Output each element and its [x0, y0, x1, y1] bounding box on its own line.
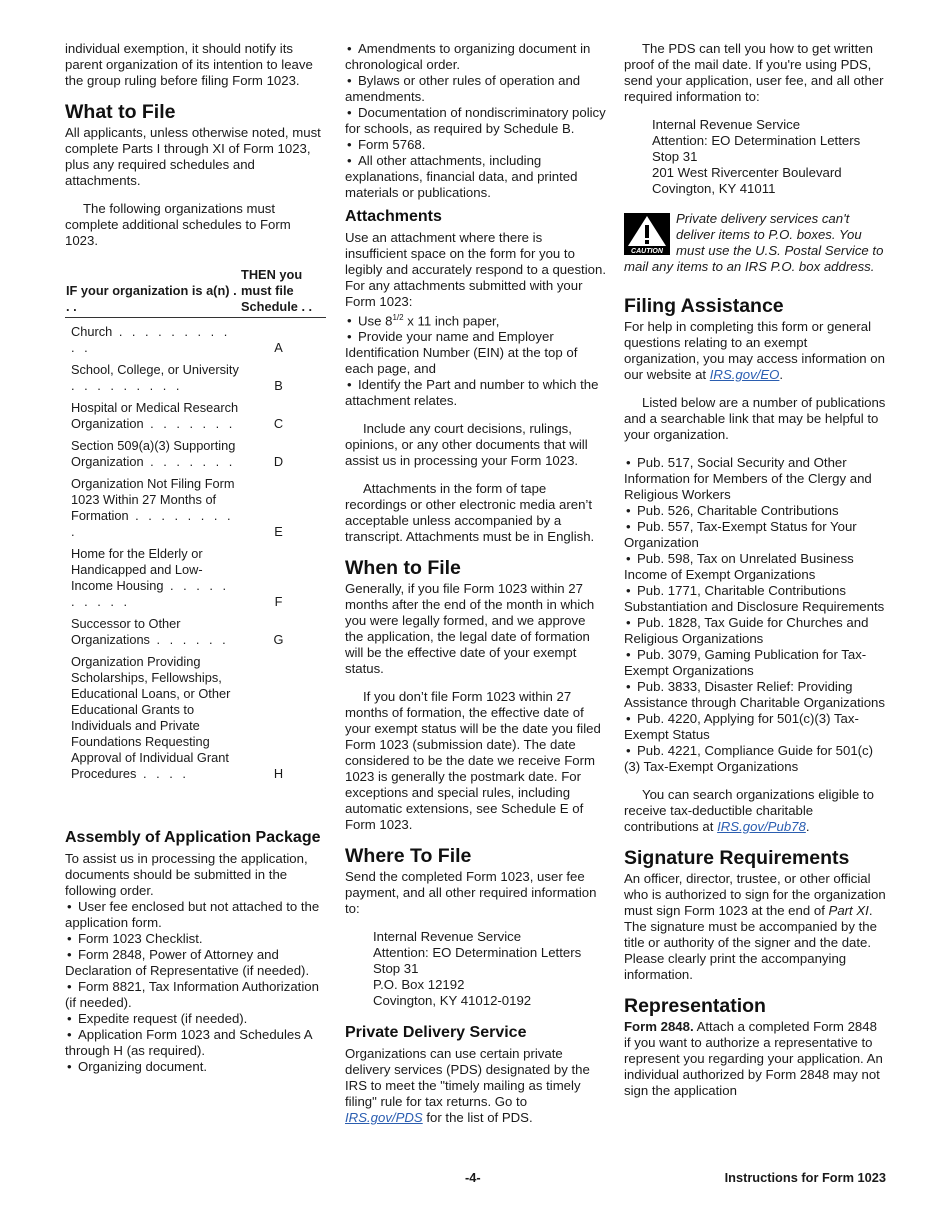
address-line: P.O. Box 12192 [373, 977, 465, 993]
list-item: • Documentation of nondiscriminatory policy for schools, as required by Schedule B. [345, 105, 607, 137]
schedule-row [65, 616, 326, 648]
part-xi: Part XI [828, 903, 869, 918]
dot-leader: . . . . [136, 766, 189, 781]
list-item: • Pub. 517, Social Security and Other Information for Members of the Clergy and Religious Workers [624, 455, 886, 503]
schedule-letter: H [273, 766, 284, 781]
organization-type [65, 616, 241, 648]
list-item: • Identify the Part and number to which the attachment relates. [345, 377, 607, 409]
address-line: Attention: EO Determination Letters [652, 133, 861, 148]
attachments-paragraph-2: Include any court decisions, rulings, opinions, or any other documents that will assist us in processing your Form 1023. [345, 421, 588, 469]
address-line: Covington, KY 41011 [652, 181, 776, 196]
list-item: • Pub. 598, Tax on Unrelated Business Income of Exempt Organizations [624, 551, 886, 583]
signature-text: An officer, director, trustee, or other official who is authorized to sign for the organization must sign Form 1023 at the end of [624, 871, 886, 918]
column-1 [65, 41, 327, 1087]
search-text-end: . [805, 819, 810, 834]
assembly-paragraph: To assist us in processing the application, documents should be submitted in the following order. [65, 851, 308, 898]
schedule-row [65, 438, 326, 470]
schedule-row [65, 654, 326, 782]
list-item: • Pub. 526, Charitable Contributions [624, 503, 886, 519]
dot-leader: . . . . . . . . . . . [71, 324, 231, 355]
private-delivery-heading: Private Delivery Service [345, 1024, 527, 1042]
schedule-letter: C [273, 416, 284, 431]
caution-label: CAUTION [631, 248, 663, 255]
intro-paragraph: individual exemption, it should notify its parent organization of its intention to leave the group ruling before filing Form 1023. [65, 41, 313, 88]
organization-type-text: School, College, or University [71, 362, 239, 377]
list-item: • All other attachments, including explanations, financial data, and printed materials or publications. [345, 153, 607, 201]
filing-text: For help in completing this form or general questions relating to an exempt organization, you may access information on our website at [624, 319, 885, 382]
schedule-row [65, 324, 326, 356]
dot-leader: . . . . . . . [143, 454, 236, 469]
attachments-paragraph-3: Attachments in the form of tape recordings or other electronic media aren’t acceptable unless accompanied by a transcript. Attachments must be in English. [345, 481, 595, 545]
organization-type-text: Church [71, 324, 113, 339]
organization-type [65, 476, 241, 540]
list-item: • Pub. 4221, Compliance Guide for 501(c)(3) Tax-Exempt Organizations [624, 743, 886, 775]
column-3 [624, 41, 886, 1111]
what-to-file-paragraph-1: All applicants, unless otherwise noted, must complete Parts I through XI of Form 1023, plus any required schedules and attachments. [65, 125, 321, 188]
caution-text: Private delivery services can't deliver items to P.O. boxes. You must use the U.S. Postal Service to mail any items to an IRS P.O. box address. [624, 211, 884, 274]
list-item: • Application Form 1023 and Schedules A through H (as required). [65, 1027, 327, 1059]
assembly-heading: Assembly of Application Package [65, 829, 321, 846]
organization-type-text: Successor to Other Organizations [71, 616, 181, 647]
schedule-letter: G [273, 632, 284, 647]
when-to-file-paragraph-2: If you don’t file Form 1023 within 27 months of formation, the effective date of your exempt status will be the date you filed Form 1023 (submission date). The date considered to be the date we receive Form 1023 is generally the postmark date. For exceptions and special rules, including automatic extensions, see Schedule E of Form 1023. [345, 689, 601, 833]
assembly-list [65, 899, 327, 1075]
list-item: • Pub. 1771, Charitable Contributions Substantiation and Disclosure Requirements [624, 583, 886, 615]
list-item: • Pub. 4220, Applying for 501(c)(3) Tax-Exempt Status [624, 711, 886, 743]
list-item: • Provide your name and Employer Identification Number (EIN) at the top of each page, and [345, 329, 607, 377]
when-to-file-paragraph-1: Generally, if you file Form 1023 within 27 months after the end of the month in which you were legally formed, and we approve the application, the legal date of formation will be the effective date of your exempt status. [345, 581, 595, 677]
representation-heading: Representation [624, 995, 766, 1017]
list-item: • Form 1023 Checklist. [65, 931, 327, 947]
filing-text-end: . [779, 367, 784, 382]
dot-leader: . . . . . . [149, 632, 229, 647]
list-item: • Expedite request (if needed). [65, 1011, 327, 1027]
attachments-list [345, 310, 607, 409]
list-item: • Amendments to organizing document in chronological order. [345, 41, 607, 73]
pds-paragraph-2: The PDS can tell you how to get written proof of the mail date. If you're using PDS, send your application, user fee, and all other required information to: [624, 41, 884, 104]
filing-assistance-paragraph-2: Listed below are a number of publications and a searchable link that may be helpful to your organization. [624, 395, 886, 442]
organization-type [65, 324, 241, 356]
signature-paragraph [624, 871, 886, 983]
attachments-paragraph: Use an attachment where there is insufficient space on the form for you to legibly and accurately respond to a question. For any attachments submitted with your Form 1023: [345, 230, 606, 309]
list-item: • Pub. 3079, Gaming Publication for Tax-Exempt Organizations [624, 647, 886, 679]
organization-type-text: Organization Providing Scholarships, Fellowships, Educational Loans, or Other Educational Grants to Individuals and Private Foundations Requesting Approval of Individual Grant Procedures [71, 654, 231, 781]
list-item: • Pub. 3833, Disaster Relief: Providing Assistance through Charitable Organizations [624, 679, 886, 711]
footer-title: Instructions for Form 1023 [724, 1170, 886, 1185]
paper-size-pre: Use 8 [358, 313, 393, 329]
organization-type-text: Section 509(a)(3) Supporting Organization [71, 438, 236, 469]
filing-assistance-paragraph-1 [624, 319, 886, 383]
schedule-table [65, 267, 326, 782]
organization-type [65, 546, 241, 610]
irs-eo-link[interactable]: IRS.gov/EO [709, 367, 780, 382]
schedule-row [65, 400, 326, 432]
list-item: • User fee enclosed but not attached to the application form. [65, 899, 327, 931]
address-line: Internal Revenue Service [652, 117, 801, 132]
schedule-letter: A [274, 340, 283, 355]
caution-note [624, 211, 886, 275]
search-text: You can search organizations eligible to receive tax-deductible charitable contributions at [624, 787, 874, 834]
what-to-file-paragraph-2: The following organizations must complete additional schedules to Form 1023. [65, 201, 291, 248]
address-line: 201 West Rivercenter Boulevard [652, 165, 842, 180]
private-delivery-paragraph [345, 1046, 607, 1126]
when-to-file-heading: When to File [345, 557, 461, 580]
representation-text: Attach a completed Form 2848 if you want to authorize a representative to represent you regarding your application. An individual authorized by Form 2848 may not sign the application [624, 1019, 883, 1098]
list-item: • Form 2848, Power of Attorney and Declaration of Representative (if needed). [65, 947, 327, 979]
list-item: • Pub. 1828, Tax Guide for Churches and Religious Organizations [624, 615, 886, 647]
organization-type-text: Hospital or Medical Research Organization [71, 400, 239, 431]
assembly-list-continued [345, 41, 607, 201]
organization-type [65, 400, 241, 432]
schedule-letter: E [274, 524, 283, 539]
list-item: • Organizing document. [65, 1059, 327, 1075]
what-to-file-heading: What to File [65, 101, 176, 123]
where-to-file-paragraph: Send the completed Form 1023, user fee payment, and all other required information to: [345, 869, 597, 917]
schedule-row [65, 476, 326, 540]
pds-text-end: for the list of PDS. [422, 1110, 533, 1126]
organization-type [65, 654, 241, 782]
organization-type-text: Home for the Elderly or Handicapped and Low-Income Housing [71, 546, 203, 593]
representation-paragraph [624, 1019, 886, 1099]
header-schedule: THEN you must file Schedule . . [241, 267, 313, 314]
publications-list [624, 455, 886, 775]
header-organization: IF your organization is a(n) . . . [66, 283, 237, 314]
schedule-letter: F [274, 594, 283, 609]
address-line: Internal Revenue Service [373, 929, 522, 945]
dot-leader: . . . . . . . . . [71, 508, 234, 539]
list-item: • Form 8821, Tax Information Authorization (if needed). [65, 979, 327, 1011]
irs-pds-link[interactable]: IRS.gov/PDS [345, 1110, 423, 1126]
dot-leader: . . . . . . . [143, 416, 236, 431]
address-line: Covington, KY 41012-0192 [373, 993, 532, 1009]
form-2848-label: Form 2848. [624, 1019, 694, 1034]
fraction: 1/2 [392, 313, 404, 322]
where-to-file-heading: Where To File [345, 845, 472, 868]
caution-icon [624, 213, 670, 255]
address-line: Stop 31 [652, 149, 698, 164]
list-item [345, 310, 607, 329]
address-line: Stop 31 [373, 961, 419, 977]
organization-type [65, 438, 241, 470]
dot-leader: . . . . . . . . . . [71, 578, 230, 609]
signature-text-end: . The signature must be accompanied by the title or authority of the signer and the date. Please clearly print the accompanying information. [624, 903, 877, 982]
schedule-letter: D [273, 454, 284, 469]
list-item: • Form 5768. [345, 137, 607, 153]
irs-pub78-link[interactable]: IRS.gov/Pub78 [717, 819, 806, 834]
schedule-table-header [65, 267, 326, 318]
schedule-letter: B [274, 378, 283, 393]
page-number: -4- [465, 1170, 481, 1185]
pds-address [624, 117, 886, 197]
schedule-row [65, 362, 326, 394]
address-line: Attention: EO Determination Letters [373, 945, 582, 961]
column-2 [345, 41, 607, 1138]
list-item: • Bylaws or other rules of operation and amendments. [345, 73, 607, 105]
search-paragraph [624, 787, 886, 835]
schedule-row [65, 546, 326, 610]
list-item: • Pub. 557, Tax-Exempt Status for Your Organization [624, 519, 886, 551]
dot-leader: . . . . . . . . . [71, 378, 183, 393]
signature-requirements-heading: Signature Requirements [624, 847, 850, 869]
organization-type [65, 362, 241, 394]
mailing-address [345, 929, 607, 1009]
organization-type-text: Organization Not Filing Form 1023 Within 27 Months of Formation [71, 476, 235, 523]
pds-text: Organizations can use certain private delivery services (PDS) designated by the IRS to meet the "timely mailing as timely filing" rule for tax returns. Go to [345, 1046, 590, 1110]
paper-size-post: x 11 inch paper, [403, 313, 500, 329]
filing-assistance-heading: Filing Assistance [624, 295, 784, 317]
attachments-heading: Attachments [345, 208, 442, 225]
